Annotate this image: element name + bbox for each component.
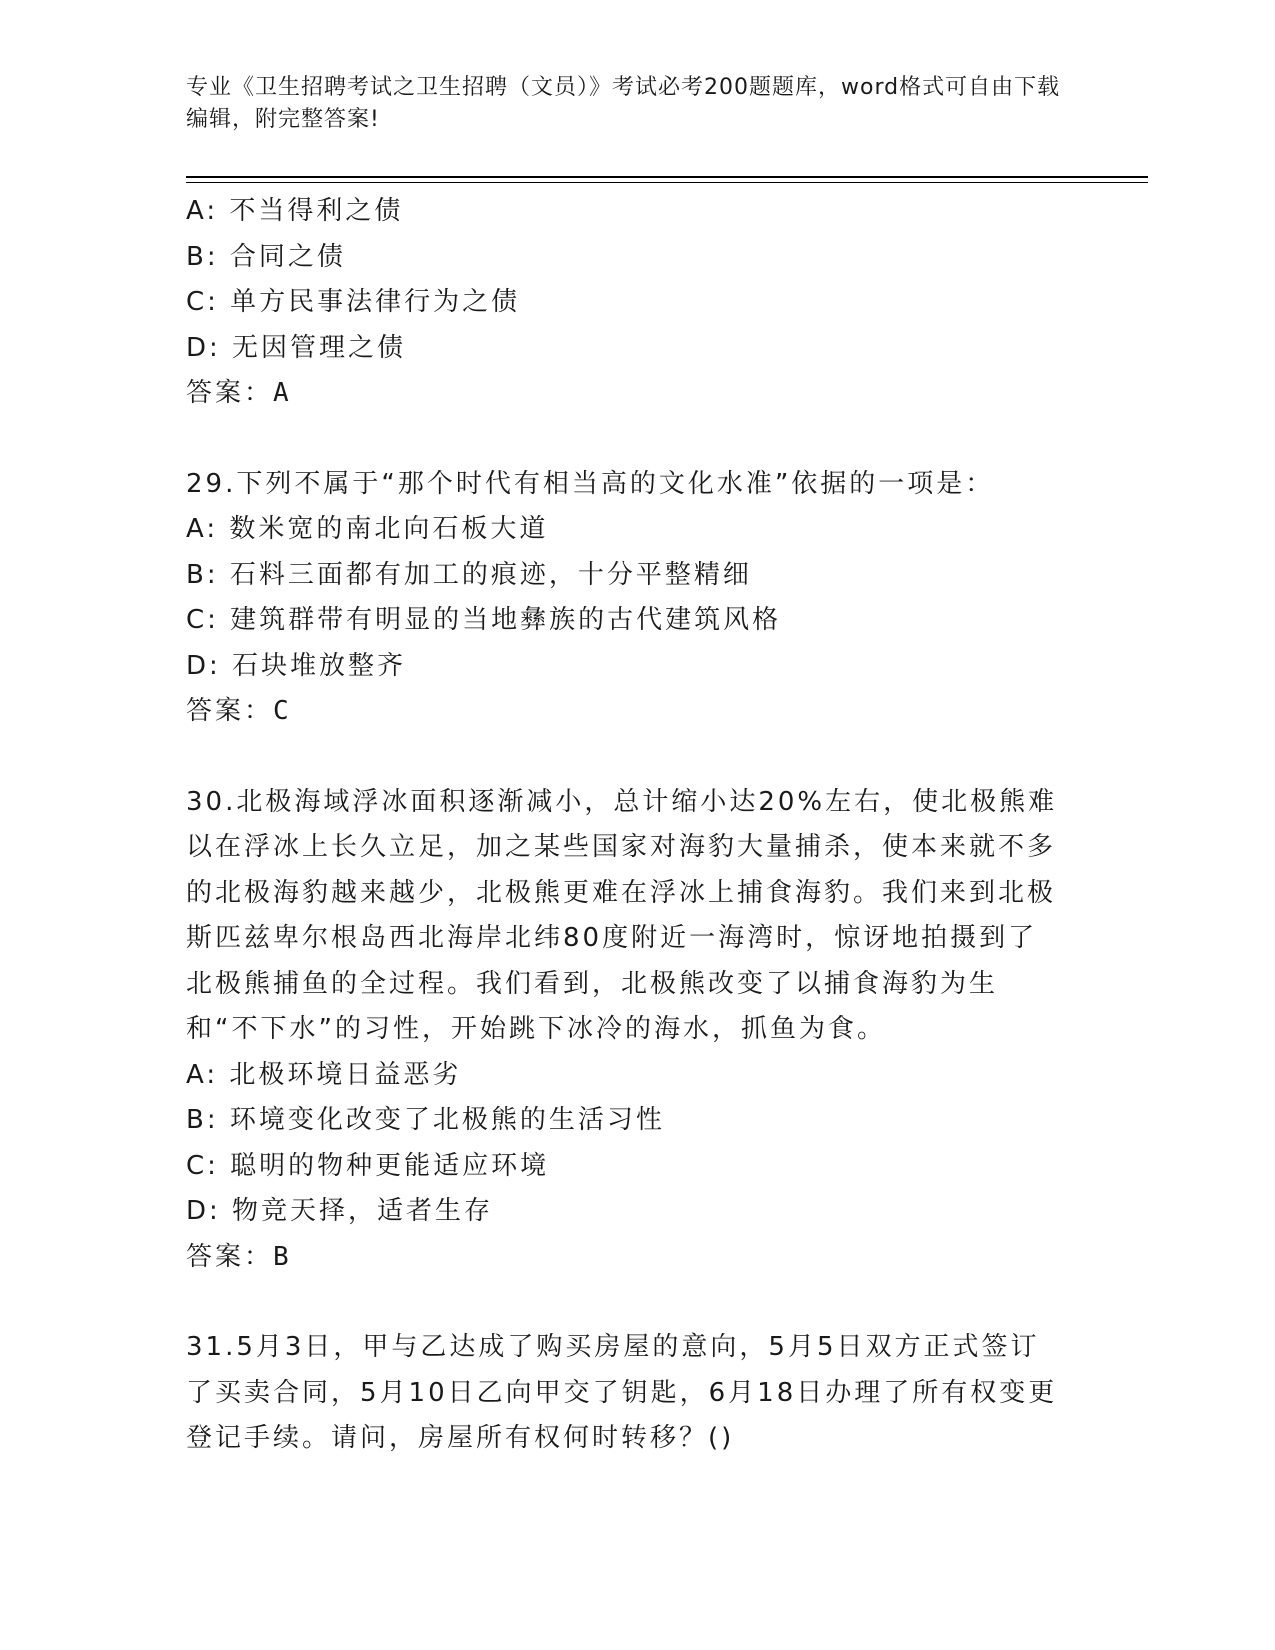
header-divider-thin xyxy=(186,182,1148,183)
question-31 xyxy=(186,1325,1066,1462)
spacer xyxy=(186,735,1066,780)
answer-line xyxy=(186,1235,1066,1281)
answer-label: 答案： xyxy=(186,696,274,726)
option-a: A: 不当得利之债 xyxy=(186,196,404,226)
question-28 xyxy=(186,189,1066,417)
question-text: 30.北极海域浮冰面积逐渐减小，总计缩小达20%左右，使北极熊难以在浮冰上长久立足，加之某些国家对海豹大量捕杀，使本来就不多的北极海豹越来越少，北极熊更难在浮冰上捕食海豹。我们来到北极斯匹兹卑尔根岛西北海岸北纬80度附近一海湾时，惊讶地拍摄到了北极熊捕鱼的全过程。我们看到，北极熊改变了以捕食海豹为生和“不下水”的习性，开始跳下冰冷的海水，抓鱼为食。 xyxy=(186,786,1058,1044)
option-d: D: 石块堆放整齐 xyxy=(186,650,407,681)
option-c: C: 建筑群带有明显的当地彝族的古代建筑风格 xyxy=(186,605,782,635)
question-content xyxy=(186,189,1066,1462)
answer-value: C xyxy=(273,696,290,726)
header-divider-thick xyxy=(186,176,1148,178)
answer-label: 答案： xyxy=(186,378,274,408)
option-b: B: 环境变化改变了北极熊的生活习性 xyxy=(186,1105,665,1135)
answer-value: B xyxy=(273,1241,290,1272)
question-text: 31.5月3日，甲与乙达成了购买房屋的意向，5月5日双方正式签订了买卖合同，5月10日乙向甲交了钥匙，6月18日办理了所有权变更登记手续。请问，房屋所有权何时转移？() xyxy=(186,1332,1058,1453)
answer-line xyxy=(186,689,1066,735)
spacer xyxy=(186,417,1066,462)
spacer xyxy=(186,1280,1066,1325)
option-a: A: 数米宽的南北向石板大道 xyxy=(186,514,549,544)
option-c: C: 单方民事法律行为之债 xyxy=(186,287,521,317)
question-30 xyxy=(186,780,1066,1281)
answer-line xyxy=(186,371,1066,417)
answer-label: 答案： xyxy=(186,1241,274,1272)
option-b: B: 石料三面都有加工的痕迹，十分平整精细 xyxy=(186,559,752,590)
document-header xyxy=(186,72,1066,136)
question-text: 29.下列不属于“那个时代有相当高的文化水准”依据的一项是： xyxy=(186,468,995,499)
option-c: C: 聪明的物种更能适应环境 xyxy=(186,1150,550,1181)
option-d: D: 物竞天择，适者生存 xyxy=(186,1196,494,1226)
option-b: B: 合同之债 xyxy=(186,241,346,272)
option-d: D: 无因管理之债 xyxy=(186,332,407,363)
question-29 xyxy=(186,462,1066,735)
option-a: A: 北极环境日益恶劣 xyxy=(186,1059,462,1090)
header-text: 专业《卫生招聘考试之卫生招聘（文员）》考试必考200题题库，word格式可自由下载编辑，附完整答案! xyxy=(186,75,1061,132)
answer-value: A xyxy=(273,378,290,408)
